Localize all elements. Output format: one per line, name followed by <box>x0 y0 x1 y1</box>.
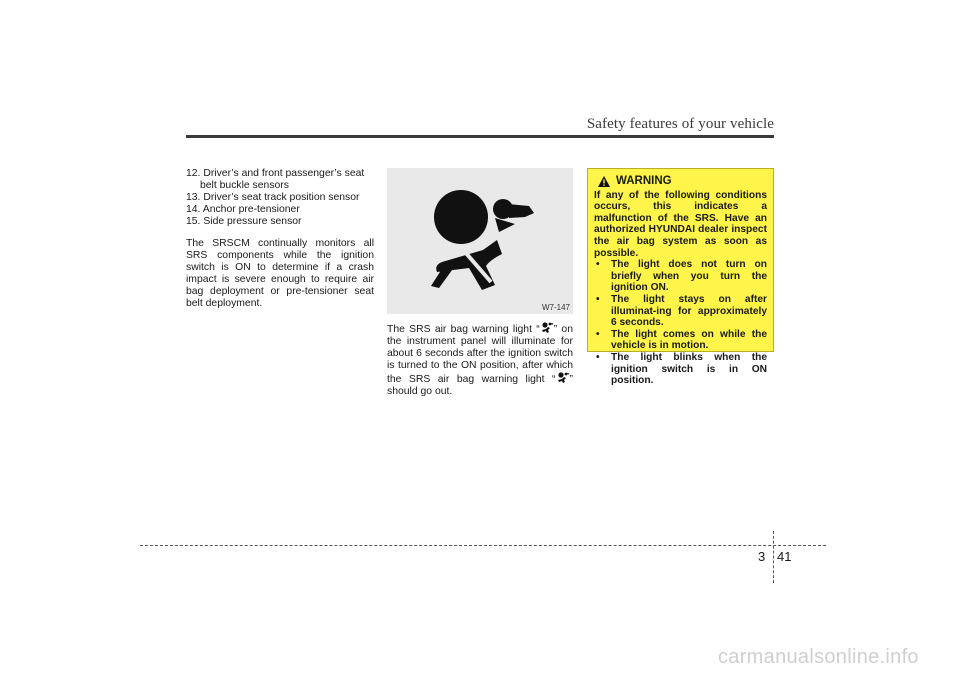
warning-item <box>594 329 767 352</box>
warning-item-text: The light blinks when the ignition switch is in ON position. <box>611 351 767 387</box>
airbag-warning-icon <box>540 322 554 333</box>
page-number-divider <box>773 531 774 583</box>
page-number: 41 <box>777 549 792 564</box>
warning-list <box>594 259 767 387</box>
airbag-text-part3: ” should go out. <box>387 374 573 397</box>
figure-code: W7-147 <box>541 303 570 312</box>
warning-item <box>594 294 767 329</box>
warning-header <box>598 176 767 188</box>
left-column <box>186 168 374 310</box>
airbag-text-part2: ” on the instrument panel will illuminate for about 6 seconds after the ignition switch is turned to the ON position, after which the SRS air bag warning light “ <box>387 324 573 385</box>
chapter-number: 3 <box>758 549 766 564</box>
warning-item <box>594 259 767 294</box>
footer-rule <box>140 545 826 546</box>
srscm-paragraph: The SRSCM continually monitors all SRS components while the ignition switch is ON to determine if a crash impact is severe enough to require air bag deployment or pre-tensioner seat belt deployment. <box>186 238 374 309</box>
warning-triangle-icon <box>598 176 610 187</box>
bullet: • <box>596 259 600 271</box>
list-item: 15. Side pressure sensor <box>186 216 302 227</box>
bullet: • <box>596 293 600 305</box>
middle-column <box>387 322 573 398</box>
watermark: carmanualsonline.info <box>718 646 919 668</box>
warning-title: WARNING <box>616 175 672 187</box>
warning-item-text: The light comes on while the vehicle is in motion. <box>611 328 767 352</box>
page-header-title: Safety features of your vehicle <box>586 116 774 132</box>
warning-item-text: The light stays on after illuminat-ing for approximately 6 seconds. <box>611 293 767 329</box>
airbag-warning-icon <box>387 168 573 314</box>
list-item: 14. Anchor pre-tensioner <box>186 204 300 215</box>
bullet: • <box>596 351 600 363</box>
warning-item <box>594 352 767 387</box>
component-list <box>186 168 374 228</box>
list-item: 13. Driver’s seat track position sensor <box>186 192 360 203</box>
list-item: 12. Driver’s and front passenger’s seat belt buckle sensors <box>186 168 365 191</box>
warning-item-text: The light does not turn on briefly when you turn the ignition ON. <box>611 259 767 294</box>
warning-intro: If any of the following conditions occurs, this indicates a malfunction of the SRS. Have an authorized HYUNDAI dealer inspect the air bag system as soon as possible. <box>594 189 767 259</box>
airbag-text-part1: The SRS air bag warning light “ <box>387 324 540 335</box>
warning-box <box>587 168 774 387</box>
header-rule <box>186 135 774 138</box>
bullet: • <box>596 328 600 340</box>
airbag-warning-icon <box>556 372 570 383</box>
airbag-figure <box>387 168 573 314</box>
